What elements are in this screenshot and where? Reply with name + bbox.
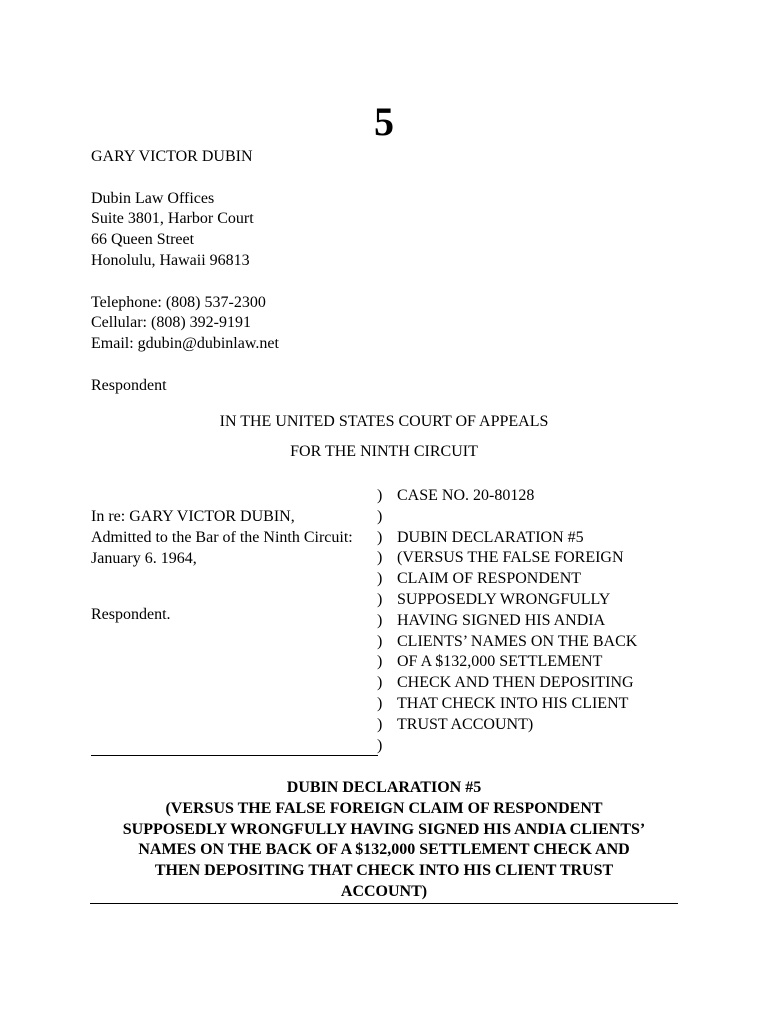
caption-right-line: THAT CHECK INTO HIS CLIENT <box>397 694 629 712</box>
caption-right-line: HAVING SIGNED HIS ANDIA <box>397 611 606 629</box>
declaration-title-line: DUBIN DECLARATION #5 <box>286 779 482 796</box>
caption-date: January 6. 1964, <box>91 549 197 567</box>
paren: ) <box>377 590 383 608</box>
court-circuit: FOR THE NINTH CIRCUIT <box>290 443 478 460</box>
caption-right <box>397 486 637 736</box>
address-line: 66 Queen Street <box>91 231 195 249</box>
caption-right-line: CLAIM OF RESPONDENT <box>397 570 582 588</box>
court-name: IN THE UNITED STATES COURT OF APPEALS <box>219 413 549 430</box>
caption-right-line: CHECK AND THEN DEPOSITING <box>397 674 634 692</box>
paren: ) <box>377 653 383 671</box>
paren: ) <box>377 507 383 525</box>
declaration-title-line: NAMES ON THE BACK OF A $132,000 SETTLEMENT CHECK AND <box>138 841 630 859</box>
declaration-title-line: SUPPOSEDLY WRONGFULLY HAVING SIGNED HIS ANDIA CLIENTS’ <box>122 820 646 838</box>
declaration-title-line: (VERSUS THE FALSE FOREIGN CLAIM OF RESPONDENT <box>165 799 603 817</box>
email: Email: gdubin@dubinlaw.net <box>91 335 279 353</box>
caption-right-line: CLIENTS’ NAMES ON THE BACK <box>397 632 638 650</box>
paren: ) <box>377 715 383 733</box>
paren: ) <box>377 611 383 629</box>
paren: ) <box>377 487 383 504</box>
paren: ) <box>377 570 383 588</box>
caption-in-re: In re: GARY VICTOR DUBIN, <box>91 508 295 525</box>
paren: ) <box>377 549 383 567</box>
cellular: Cellular: (808) 392-9191 <box>91 314 251 332</box>
case-number: CASE NO. 20-80128 <box>397 487 535 504</box>
caption-admitted: Admitted to the Bar of the Ninth Circuit: <box>91 528 353 546</box>
paren: ) <box>377 528 383 546</box>
attorney-name: GARY VICTOR DUBIN <box>91 148 253 165</box>
declaration-title-line: THEN DEPOSITING THAT CHECK INTO HIS CLIENT TRUST <box>154 862 614 880</box>
declaration-title-underline <box>90 903 678 904</box>
paren: ) <box>377 736 383 754</box>
address-line: Suite 3801, Harbor Court <box>91 210 254 228</box>
caption-paren-column <box>377 486 382 756</box>
caption-divider <box>91 755 378 756</box>
address-line: Dubin Law Offices <box>91 189 215 207</box>
address-line: Honolulu, Hawaii 96813 <box>91 251 250 269</box>
paren: ) <box>377 694 383 712</box>
caption-right-line: DUBIN DECLARATION #5 <box>397 528 584 546</box>
caption-right-line: (VERSUS THE FALSE FOREIGN <box>397 549 624 567</box>
declaration-title <box>90 778 678 903</box>
paren: ) <box>377 632 383 650</box>
attorney-role: Respondent <box>91 376 167 394</box>
caption-respondent: Respondent. <box>91 606 171 623</box>
caption-right-line: TRUST ACCOUNT) <box>397 715 534 733</box>
page-number: 5 <box>374 99 394 144</box>
caption-left <box>91 507 353 569</box>
telephone: Telephone: (808) 537-2300 <box>91 293 266 311</box>
caption-right-line: OF A $132,000 SETTLEMENT <box>397 653 603 671</box>
attorney-block <box>91 147 279 397</box>
caption-right-line: SUPPOSEDLY WRONGFULLY <box>397 590 611 608</box>
paren: ) <box>377 674 383 692</box>
declaration-title-line: ACCOUNT) <box>340 882 428 900</box>
